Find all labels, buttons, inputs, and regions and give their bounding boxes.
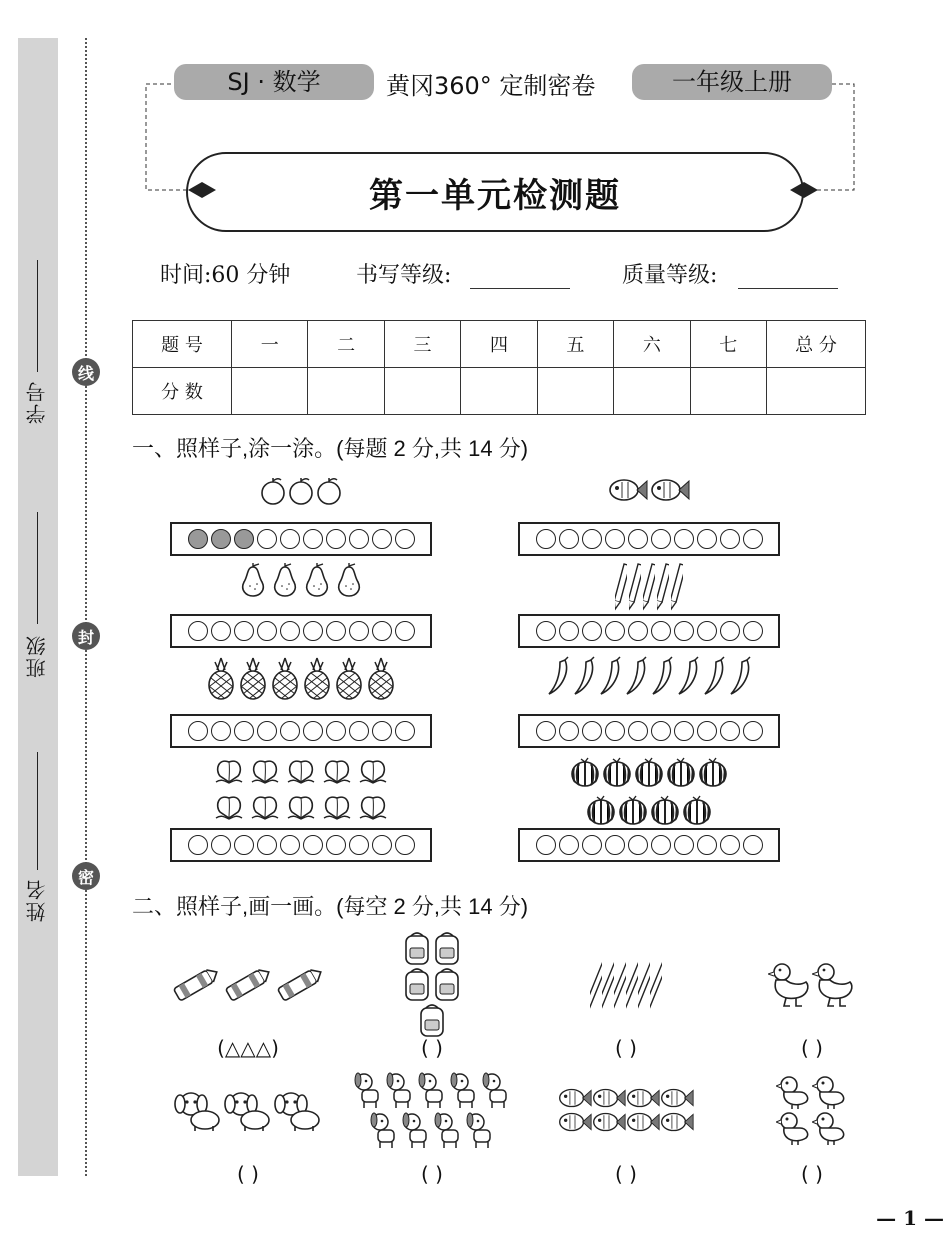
answer-circle[interactable] [536, 721, 556, 741]
pineapple-icon [366, 656, 396, 704]
answer-circle[interactable] [605, 835, 625, 855]
answer-circle[interactable] [372, 721, 392, 741]
answer-circle[interactable] [326, 621, 346, 641]
score-table-score-row [133, 368, 866, 415]
answer-circle[interactable] [211, 835, 231, 855]
answer-circle[interactable] [582, 621, 602, 641]
watermelon-icon [618, 794, 648, 830]
apple-icon [260, 476, 286, 510]
answer-circle[interactable] [211, 529, 231, 549]
answer-circle[interactable] [188, 621, 208, 641]
peach-icon [248, 756, 282, 790]
answer-blank[interactable]: ( ) [801, 1036, 823, 1060]
pencil-picture-group [518, 562, 780, 616]
crayon-icon [222, 967, 274, 1001]
score-table-header-row [133, 321, 866, 368]
answer-circle[interactable] [326, 529, 346, 549]
section1-heading: 一、照样子,涂一涂。(每题 2 分,共 14 分) [132, 436, 529, 461]
chili-icon [598, 656, 622, 700]
chili-icon [650, 656, 674, 700]
stick-picture-group [586, 940, 666, 1028]
answer-circle[interactable] [303, 529, 323, 549]
score-cell[interactable] [232, 368, 308, 415]
chili-icon [676, 656, 700, 700]
fish-icon [608, 476, 648, 508]
fish-picture-group [518, 476, 780, 508]
pencil-icon [629, 562, 641, 616]
backpack-icon [417, 1002, 447, 1038]
pear-icon [270, 562, 300, 602]
table-cell: 总 分 [767, 321, 866, 368]
table-cell: 二 [308, 321, 384, 368]
apple-picture-group [170, 476, 432, 510]
answer-circle[interactable] [395, 529, 415, 549]
answer-circle[interactable] [234, 529, 254, 549]
crayon-icon [274, 967, 326, 1001]
puppy-icon [173, 1088, 223, 1132]
answer-circle[interactable] [372, 835, 392, 855]
answer-circle[interactable] [280, 835, 300, 855]
grade-pill: 一年级上册 [632, 64, 832, 100]
answer-circle[interactable] [582, 835, 602, 855]
answer-circle[interactable] [188, 529, 208, 549]
circle-answer-bar [170, 522, 432, 556]
writing-grade-field[interactable] [470, 288, 570, 289]
answer-circle[interactable] [326, 721, 346, 741]
fish-icon [558, 1086, 592, 1110]
stick-icon [626, 952, 638, 1016]
answer-circle[interactable] [674, 529, 694, 549]
answer-circle[interactable] [743, 529, 763, 549]
puppy-picture-group [169, 1066, 327, 1154]
chili-picture-group [518, 656, 780, 700]
quality-grade-label: 质量等级: [622, 263, 718, 288]
score-cell[interactable] [690, 368, 766, 415]
pineapple-icon [238, 656, 268, 704]
circle-answer-bar [518, 828, 780, 862]
page-title: 第一单元检测题 [186, 152, 804, 232]
pencil-icon [615, 562, 627, 616]
writing-grade-label: 书写等级: [356, 263, 452, 288]
table-cell: 一 [232, 321, 308, 368]
peach-icon [320, 792, 354, 826]
answer-circle[interactable] [395, 621, 415, 641]
dog-icon [368, 1110, 400, 1150]
answer-blank[interactable]: ( ) [801, 1162, 823, 1186]
answer-circle[interactable] [303, 721, 323, 741]
answer-circle[interactable] [349, 621, 369, 641]
answer-circle[interactable] [651, 529, 671, 549]
circle-answer-bar [518, 614, 780, 648]
pear-icon [238, 562, 268, 602]
score-cell[interactable] [537, 368, 613, 415]
answer-blank[interactable]: ( ) [237, 1162, 259, 1186]
answer-circle[interactable] [372, 529, 392, 549]
student-no-label: 学号 [25, 380, 49, 424]
answer-circle[interactable] [743, 835, 763, 855]
answer-circle[interactable] [697, 835, 717, 855]
answer-circle[interactable] [280, 621, 300, 641]
time-limit: 时间:60 分钟 [160, 263, 291, 288]
chick-icon [776, 1110, 812, 1146]
peach-icon [284, 756, 318, 790]
watermelon-icon [634, 756, 664, 792]
binding-margin [18, 38, 58, 1176]
fish-icon [592, 1110, 626, 1134]
chick-picture-group [776, 1066, 848, 1154]
table-cell: 分 数 [133, 368, 232, 415]
answer-circle[interactable] [697, 721, 717, 741]
stick-icon [602, 952, 614, 1016]
circle-answer-bar [170, 714, 432, 748]
chick-icon [812, 1110, 848, 1146]
answer-blank[interactable]: (△△△) [217, 1036, 279, 1060]
peach-icon [248, 792, 282, 826]
score-cell[interactable] [767, 368, 866, 415]
peach-icon [212, 756, 246, 790]
answer-circle[interactable] [743, 621, 763, 641]
answer-circle[interactable] [188, 721, 208, 741]
answer-circle[interactable] [303, 621, 323, 641]
fish-icon [626, 1086, 660, 1110]
apple-icon [288, 476, 314, 510]
watermelon-icon [698, 756, 728, 792]
crayon-picture-group [166, 940, 330, 1028]
answer-circle[interactable] [536, 529, 556, 549]
answer-circle[interactable] [651, 835, 671, 855]
answer-circle[interactable] [720, 835, 740, 855]
backpack-icon [432, 930, 462, 966]
answer-blank[interactable]: ( ) [421, 1162, 443, 1186]
duck-icon [812, 960, 856, 1008]
student-no-line [37, 260, 38, 372]
fish-icon [650, 476, 690, 508]
answer-circle[interactable] [582, 721, 602, 741]
peach-icon [212, 792, 246, 826]
answer-circle[interactable] [257, 835, 277, 855]
apple-icon [316, 476, 342, 510]
answer-circle[interactable] [280, 529, 300, 549]
watermelon-icon [570, 756, 600, 792]
name-label: 姓名 [25, 878, 49, 922]
fish-picture-group [542, 1066, 710, 1154]
dog-icon [448, 1070, 480, 1110]
table-cell: 题 号 [133, 321, 232, 368]
pineapple-icon [302, 656, 332, 704]
answer-circle[interactable] [674, 721, 694, 741]
pineapple-icon [206, 656, 236, 704]
answer-circle[interactable] [559, 721, 579, 741]
section2-heading: 二、照样子,画一画。(每空 2 分,共 14 分) [132, 894, 529, 919]
answer-circle[interactable] [582, 529, 602, 549]
class-line [37, 512, 38, 624]
answer-circle[interactable] [628, 835, 648, 855]
class-label: 班级 [25, 634, 49, 678]
answer-circle[interactable] [674, 835, 694, 855]
chili-icon [702, 656, 726, 700]
answer-circle[interactable] [651, 621, 671, 641]
answer-circle[interactable] [720, 529, 740, 549]
stick-icon [650, 952, 662, 1016]
peach-icon [356, 756, 390, 790]
chick-icon [812, 1074, 848, 1110]
peach-icon [356, 792, 390, 826]
fish-icon [558, 1110, 592, 1134]
watermelon-icon [602, 756, 632, 792]
answer-circle[interactable] [349, 835, 369, 855]
duck-icon [768, 960, 812, 1008]
pear-picture-group [170, 562, 432, 602]
watermelon-icon [586, 794, 616, 830]
answer-circle[interactable] [559, 621, 579, 641]
pineapple-icon [334, 656, 364, 704]
stick-icon [614, 952, 626, 1016]
answer-circle[interactable] [211, 721, 231, 741]
dog-picture-group [348, 1066, 516, 1154]
chili-icon [572, 656, 596, 700]
answer-circle[interactable] [234, 621, 254, 641]
answer-circle[interactable] [743, 721, 763, 741]
fish-icon [592, 1086, 626, 1110]
dog-icon [384, 1070, 416, 1110]
answer-circle[interactable] [234, 721, 254, 741]
page-number: — 1 — [876, 1206, 944, 1230]
pencil-icon [671, 562, 683, 616]
answer-circle[interactable] [395, 721, 415, 741]
table-cell: 五 [537, 321, 613, 368]
answer-circle[interactable] [559, 835, 579, 855]
peach-icon [284, 792, 318, 826]
watermelon-picture-group [559, 756, 739, 830]
answer-circle[interactable] [234, 835, 254, 855]
dog-icon [416, 1070, 448, 1110]
answer-circle[interactable] [303, 835, 323, 855]
subject-pill: SJ · 数学 [174, 64, 374, 100]
answer-circle[interactable] [605, 621, 625, 641]
duck-picture-group [764, 940, 860, 1028]
watermelon-icon [650, 794, 680, 830]
table-cell: 四 [461, 321, 537, 368]
pencil-icon [657, 562, 669, 616]
pencil-icon [643, 562, 655, 616]
pear-icon [334, 562, 364, 602]
backpack-icon [402, 966, 432, 1002]
answer-circle[interactable] [697, 621, 717, 641]
circle-answer-bar [518, 522, 780, 556]
score-table [132, 320, 866, 415]
answer-circle[interactable] [697, 529, 717, 549]
answer-circle[interactable] [211, 621, 231, 641]
answer-circle[interactable] [559, 529, 579, 549]
answer-circle[interactable] [536, 835, 556, 855]
answer-circle[interactable] [605, 529, 625, 549]
puppy-icon [273, 1088, 323, 1132]
quality-grade-field[interactable] [738, 288, 838, 289]
answer-circle[interactable] [257, 621, 277, 641]
seal-feng-mark: 封 [72, 622, 100, 650]
backpack-picture-group [396, 940, 468, 1028]
circle-answer-bar [518, 714, 780, 748]
answer-circle[interactable] [326, 835, 346, 855]
circle-answer-bar [170, 828, 432, 862]
chili-icon [624, 656, 648, 700]
score-cell[interactable] [614, 368, 690, 415]
chili-icon [546, 656, 570, 700]
answer-circle[interactable] [395, 835, 415, 855]
stick-icon [590, 952, 602, 1016]
fish-icon [626, 1110, 660, 1134]
circle-answer-bar [170, 614, 432, 648]
answer-circle[interactable] [280, 721, 300, 741]
answer-blank[interactable]: ( ) [421, 1036, 443, 1060]
dog-icon [400, 1110, 432, 1150]
backpack-icon [432, 966, 462, 1002]
chili-icon [728, 656, 752, 700]
chick-icon [776, 1074, 812, 1110]
fish-icon [660, 1086, 694, 1110]
dog-icon [480, 1070, 512, 1110]
table-cell: 三 [384, 321, 460, 368]
watermelon-icon [666, 756, 696, 792]
answer-circle[interactable] [720, 621, 740, 641]
pineapple-icon [270, 656, 300, 704]
score-cell[interactable] [461, 368, 537, 415]
answer-circle[interactable] [628, 529, 648, 549]
answer-circle[interactable] [372, 621, 392, 641]
pear-icon [302, 562, 332, 602]
fish-icon [660, 1110, 694, 1134]
answer-circle[interactable] [605, 721, 625, 741]
score-cell[interactable] [308, 368, 384, 415]
peach-icon [320, 756, 354, 790]
answer-circle[interactable] [188, 835, 208, 855]
answer-circle[interactable] [349, 721, 369, 741]
cut-line [85, 38, 87, 1176]
answer-blank[interactable]: ( ) [615, 1162, 637, 1186]
dog-icon [464, 1110, 496, 1150]
seal-mi-mark: 密 [72, 862, 100, 890]
peach-picture-group [211, 756, 391, 826]
answer-circle[interactable] [674, 621, 694, 641]
answer-circle[interactable] [349, 529, 369, 549]
puppy-icon [223, 1088, 273, 1132]
answer-circle[interactable] [720, 721, 740, 741]
backpack-icon [402, 930, 432, 966]
pineapple-picture-group [170, 656, 432, 704]
stick-icon [638, 952, 650, 1016]
answer-circle[interactable] [257, 529, 277, 549]
crayon-icon [170, 967, 222, 1001]
brand-text: 黄冈360° 定制密卷 [386, 72, 596, 100]
answer-blank[interactable]: ( ) [615, 1036, 637, 1060]
table-cell: 六 [614, 321, 690, 368]
score-cell[interactable] [384, 368, 460, 415]
name-line [37, 752, 38, 870]
answer-circle[interactable] [628, 621, 648, 641]
table-cell: 七 [690, 321, 766, 368]
dog-icon [352, 1070, 384, 1110]
watermelon-icon [682, 794, 712, 830]
answer-circle[interactable] [536, 621, 556, 641]
answer-circle[interactable] [628, 721, 648, 741]
answer-circle[interactable] [651, 721, 671, 741]
seal-line-mark: 线 [72, 358, 100, 386]
dog-icon [432, 1110, 464, 1150]
answer-circle[interactable] [257, 721, 277, 741]
